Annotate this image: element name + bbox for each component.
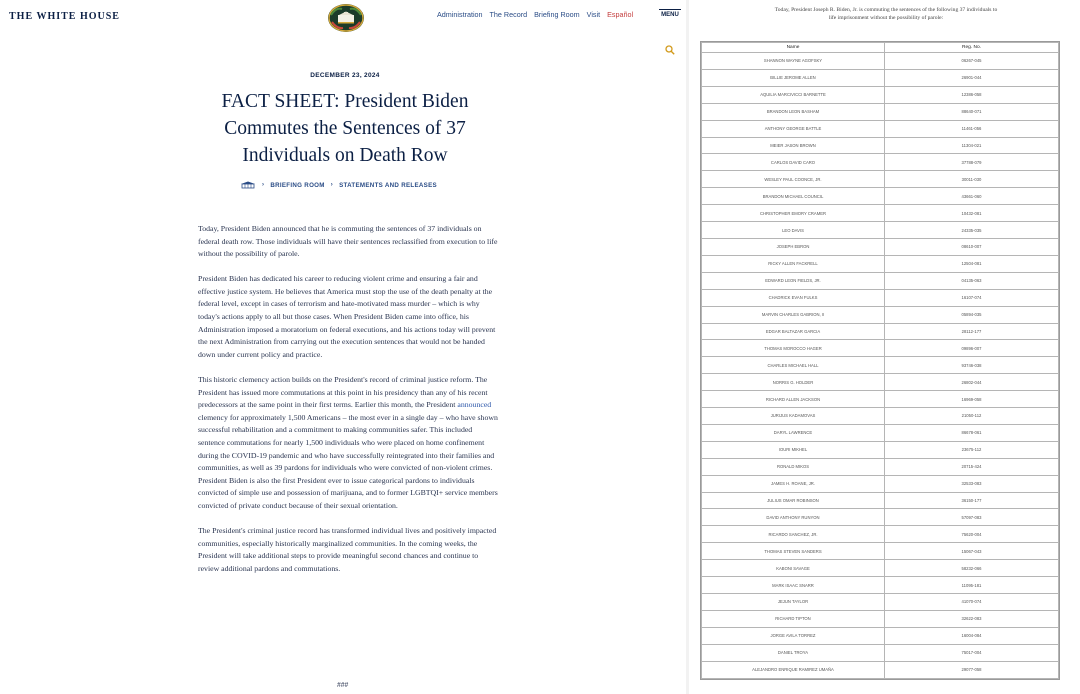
reg-number-cell: 36150-177	[885, 492, 1059, 509]
reg-number-cell: 32533-083	[885, 475, 1059, 492]
inmate-name-cell: RICHARD ALLEN JACKSON	[702, 391, 885, 408]
title-line-3: Individuals on Death Row	[242, 145, 448, 166]
inmate-name-cell: AQUILIA MARCIVICCI BARNETTE	[702, 86, 885, 103]
reg-number-cell: 16107-074	[885, 289, 1059, 306]
chevron-right-icon: ›	[330, 182, 334, 188]
inmate-name-cell: RICARDO SANCHEZ, JR.	[702, 526, 885, 543]
title-line-1: FACT SHEET: President Biden	[221, 91, 469, 112]
reg-number-cell: 88640-071	[885, 103, 1059, 120]
reg-number-cell: 93746-038	[885, 357, 1059, 374]
inmate-name-cell: EDGAR BALTAZAR GARCIA	[702, 323, 885, 340]
inmate-name-cell: CHARLES MICHAEL HALL	[702, 357, 885, 374]
column-header-reg-no: Reg. No.	[885, 43, 1059, 53]
reg-number-cell: 75017-004	[885, 644, 1059, 661]
inmate-name-cell: DARYL LAWRENCE	[702, 424, 885, 441]
table-row	[702, 458, 1059, 475]
reg-number-cell: 11095-181	[885, 577, 1059, 594]
article-body	[198, 223, 498, 588]
inmate-name-cell: MARVIN CHARLES GABRION, II	[702, 306, 885, 323]
reg-number-cell: 16969-058	[885, 391, 1059, 408]
table-row	[702, 509, 1059, 526]
reg-number-cell: 26802-044	[885, 374, 1059, 391]
table-row	[702, 255, 1059, 272]
table-header-row	[702, 43, 1059, 53]
reg-number-cell: 08610-007	[885, 238, 1059, 255]
table-row	[702, 53, 1059, 70]
inmate-name-cell: RICHARD TIPTON	[702, 610, 885, 627]
table-row	[702, 238, 1059, 255]
breadcrumb-briefing-room[interactable]: BRIEFING ROOM	[270, 181, 325, 189]
table-body	[702, 53, 1059, 679]
inmate-name-cell: DAVID ANTHONY RUNYON	[702, 509, 885, 526]
inmate-name-cell: KABONI SAVAGE	[702, 560, 885, 577]
inmate-name-cell: ALEJANDRO ENRIQUE RAMIREZ UMAÑA	[702, 661, 885, 678]
nav-the-record[interactable]: The Record	[489, 10, 528, 19]
reg-number-cell: 29077-058	[885, 661, 1059, 678]
paragraph-text: clemency for approximately 1,500 Americans – the most ever in a single day – who have shown successful rehabilitation and a commitment to making communities safer. This included sentence commutations for nearly 1,500 individuals who were placed on home confinement during the COVID-19 pandemic and who have successfully reintegrated into their families and communities, as well as 39 pardons for individuals who were convicted of non-violent crimes. President Biden is also the first President ever to issue categorical pardons to individuals convicted of simple use and possession of marijuana, and to former LGBTQI+ service members convicted of private conduct because of their sexual orientation.	[198, 412, 498, 510]
reg-number-cell: 75620-004	[885, 526, 1059, 543]
reg-number-cell: 09896-007	[885, 340, 1059, 357]
reg-number-cell: 23675-112	[885, 441, 1059, 458]
inmate-name-cell: BRANDON MICHAEL COUNCIL	[702, 188, 885, 205]
table-row	[702, 661, 1059, 678]
inmate-name-cell: MEIER JASON BROWN	[702, 137, 885, 154]
title-line-2: Commutes the Sentences of 37	[224, 118, 466, 139]
table-row	[702, 441, 1059, 458]
top-navigation	[437, 10, 633, 19]
reg-number-cell: 57097-083	[885, 509, 1059, 526]
white-house-seal-icon[interactable]	[327, 3, 365, 33]
table-row	[702, 374, 1059, 391]
inmate-name-cell: SHANNON WAYNE AGOFSKY	[702, 53, 885, 70]
nav-visit[interactable]: Visit	[586, 10, 601, 19]
list-intro: Today, President Joseph R. Biden, Jr. is commuting the sentences of the following 37 individuals to life imprisonment without the possibility of parole:	[774, 7, 998, 21]
inmate-name-cell: NORRIS G. HOLDER	[702, 374, 885, 391]
inmate-name-cell: CHRISTOPHER EMORY CRAMER	[702, 205, 885, 222]
inmate-name-cell: JOSEPH EBRON	[702, 238, 885, 255]
reg-number-cell: 16004-084	[885, 627, 1059, 644]
table-row	[702, 69, 1059, 86]
inmate-name-cell: BRANDON LEON BASHAM	[702, 103, 885, 120]
reg-number-cell: 24335-035	[885, 222, 1059, 239]
inmate-name-cell: LEO DAVIS	[702, 222, 885, 239]
table-row	[702, 543, 1059, 560]
article-paragraph	[198, 374, 498, 513]
menu-label: MENU	[661, 12, 679, 18]
inmate-name-cell: RICKY ALLEN FACKRELL	[702, 255, 885, 272]
inmate-name-cell: IOURI MIKHEL	[702, 441, 885, 458]
inmate-name-cell: CARLOS DAVID CARO	[702, 154, 885, 171]
nav-espanol[interactable]: Español	[607, 10, 634, 19]
paragraph-text: This historic clemency action builds on the President's record of criminal justice reform. The President has issued more commutations at this point in his presidency than any of his recent predecessors at the same point in their first terms. Earlier this month, the President	[198, 374, 488, 410]
table-row	[702, 644, 1059, 661]
table-row	[702, 272, 1059, 289]
table-row	[702, 323, 1059, 340]
reg-number-cell: 28112-177	[885, 323, 1059, 340]
table-row	[702, 120, 1059, 137]
article-paragraph: President Biden has dedicated his career to reducing violent crime and ensuring a fair and effective justice system. He believes that America must stop the use of the death penalty at the federal level, except in cases of terrorism and hate-motivated mass murder – which is why today's actions apply to all but those cases. When President Biden came into office, his Administration imposed a moratorium on federal executions, and his actions today will prevent the next Administration from carrying out the execution sentences that would not be handed down under current policy and practice.	[198, 274, 496, 359]
table-row	[702, 222, 1059, 239]
table-row	[702, 289, 1059, 306]
inmate-name-cell: DANIEL TROYA	[702, 644, 885, 661]
table-row	[702, 610, 1059, 627]
article-date: DECEMBER 23, 2024	[310, 72, 380, 79]
reg-number-cell: 12386-058	[885, 86, 1059, 103]
search-icon[interactable]	[665, 45, 675, 55]
article-end-mark: ###	[337, 680, 349, 689]
table-row	[702, 560, 1059, 577]
table-row	[702, 475, 1059, 492]
inmate-name-cell: CHADRICK EVAN FULKS	[702, 289, 885, 306]
breadcrumb-statements-and-releases[interactable]: STATEMENTS AND RELEASES	[339, 181, 437, 189]
table-row	[702, 205, 1059, 222]
reg-number-cell: 41070-074	[885, 594, 1059, 611]
reg-number-cell: 11304-021	[885, 137, 1059, 154]
white-house-home-icon[interactable]	[240, 181, 256, 189]
inmate-name-cell: JORGE AVILA TORREZ	[702, 627, 885, 644]
commutation-list-page	[689, 0, 1080, 694]
inmate-name-cell: THOMAS STEVEN SANDERS	[702, 543, 885, 560]
menu-button[interactable]	[659, 9, 681, 21]
table-row	[702, 357, 1059, 374]
article-paragraph: The President's criminal justice record has transformed individual lives and positively impacted communities, especially historically marginalized communities. In the coming weeks, the President will take additional steps to provide meaningful second chances and continue to review additional pardons and commutations.	[198, 525, 497, 573]
reg-number-cell: 26901-044	[885, 69, 1059, 86]
table-row	[702, 408, 1059, 425]
column-header-name: Name	[702, 43, 885, 53]
inmate-name-cell: THOMAS MOROCCO HAGER	[702, 340, 885, 357]
inmate-name-cell: JULIUS OMAR ROBINSON	[702, 492, 885, 509]
table-row	[702, 188, 1059, 205]
table-row	[702, 577, 1059, 594]
reg-number-cell: 04135-063	[885, 272, 1059, 289]
table-row	[702, 171, 1059, 188]
article-paragraph: Today, President Biden announced that he is commuting the sentences of 37 individuals on federal death row. Those individuals will have their sentences reclassified from execution to life without the possibility of parole.	[198, 224, 498, 259]
announced-link[interactable]: announced	[457, 400, 492, 410]
reg-number-cell: 05894-035	[885, 306, 1059, 323]
table-row	[702, 340, 1059, 357]
table-row	[702, 103, 1059, 120]
reg-number-cell: 58232-066	[885, 560, 1059, 577]
table-row	[702, 391, 1059, 408]
reg-number-cell: 32622-083	[885, 610, 1059, 627]
reg-number-cell: 21050-112	[885, 408, 1059, 425]
table-row	[702, 137, 1059, 154]
reg-number-cell: 15067-043	[885, 543, 1059, 560]
site-brand[interactable]: THE WHITE HOUSE	[9, 11, 120, 22]
nav-briefing-room[interactable]: Briefing Room	[534, 10, 580, 19]
commutation-table	[700, 41, 1060, 680]
table-row	[702, 627, 1059, 644]
table-row	[702, 306, 1059, 323]
inmate-name-cell: JAMES H. ROANE, JR.	[702, 475, 885, 492]
nav-administration[interactable]: Administration	[437, 10, 483, 19]
reg-number-cell: 10432-081	[885, 205, 1059, 222]
reg-number-cell: 30011-030	[885, 171, 1059, 188]
table-row	[702, 424, 1059, 441]
table-row	[702, 526, 1059, 543]
reg-number-cell: 86678-061	[885, 424, 1059, 441]
inmate-name-cell: ANTHONY GEORGE BATTLE	[702, 120, 885, 137]
table-row	[702, 594, 1059, 611]
table-row	[702, 492, 1059, 509]
inmate-name-cell: RONALD MIKOS	[702, 458, 885, 475]
inmate-name-cell: BILLIE JEROME ALLEN	[702, 69, 885, 86]
inmate-name-cell: JEJUN TAYLOR	[702, 594, 885, 611]
table-row	[702, 154, 1059, 171]
inmate-name-cell: JURIJUS KADAMOVAS	[702, 408, 885, 425]
table-row	[702, 86, 1059, 103]
inmate-name-cell: WESLEY PAUL COONCE, JR.	[702, 171, 885, 188]
chevron-right-icon: ›	[262, 182, 265, 188]
inmate-name-cell: MARK ISAAC SNARR	[702, 577, 885, 594]
reg-number-cell: 20715-424	[885, 458, 1059, 475]
reg-number-cell: 12504-081	[885, 255, 1059, 272]
page-title	[180, 88, 510, 169]
inmate-name-cell: EDWARD LEON FIELDS, JR.	[702, 272, 885, 289]
reg-number-cell: 43661-060	[885, 188, 1059, 205]
breadcrumb	[240, 181, 437, 189]
reg-number-cell: 11461-056	[885, 120, 1059, 137]
hamburger-icon	[659, 9, 681, 11]
reg-number-cell: 37788-079	[885, 154, 1059, 171]
reg-number-cell: 06267-045	[885, 53, 1059, 70]
